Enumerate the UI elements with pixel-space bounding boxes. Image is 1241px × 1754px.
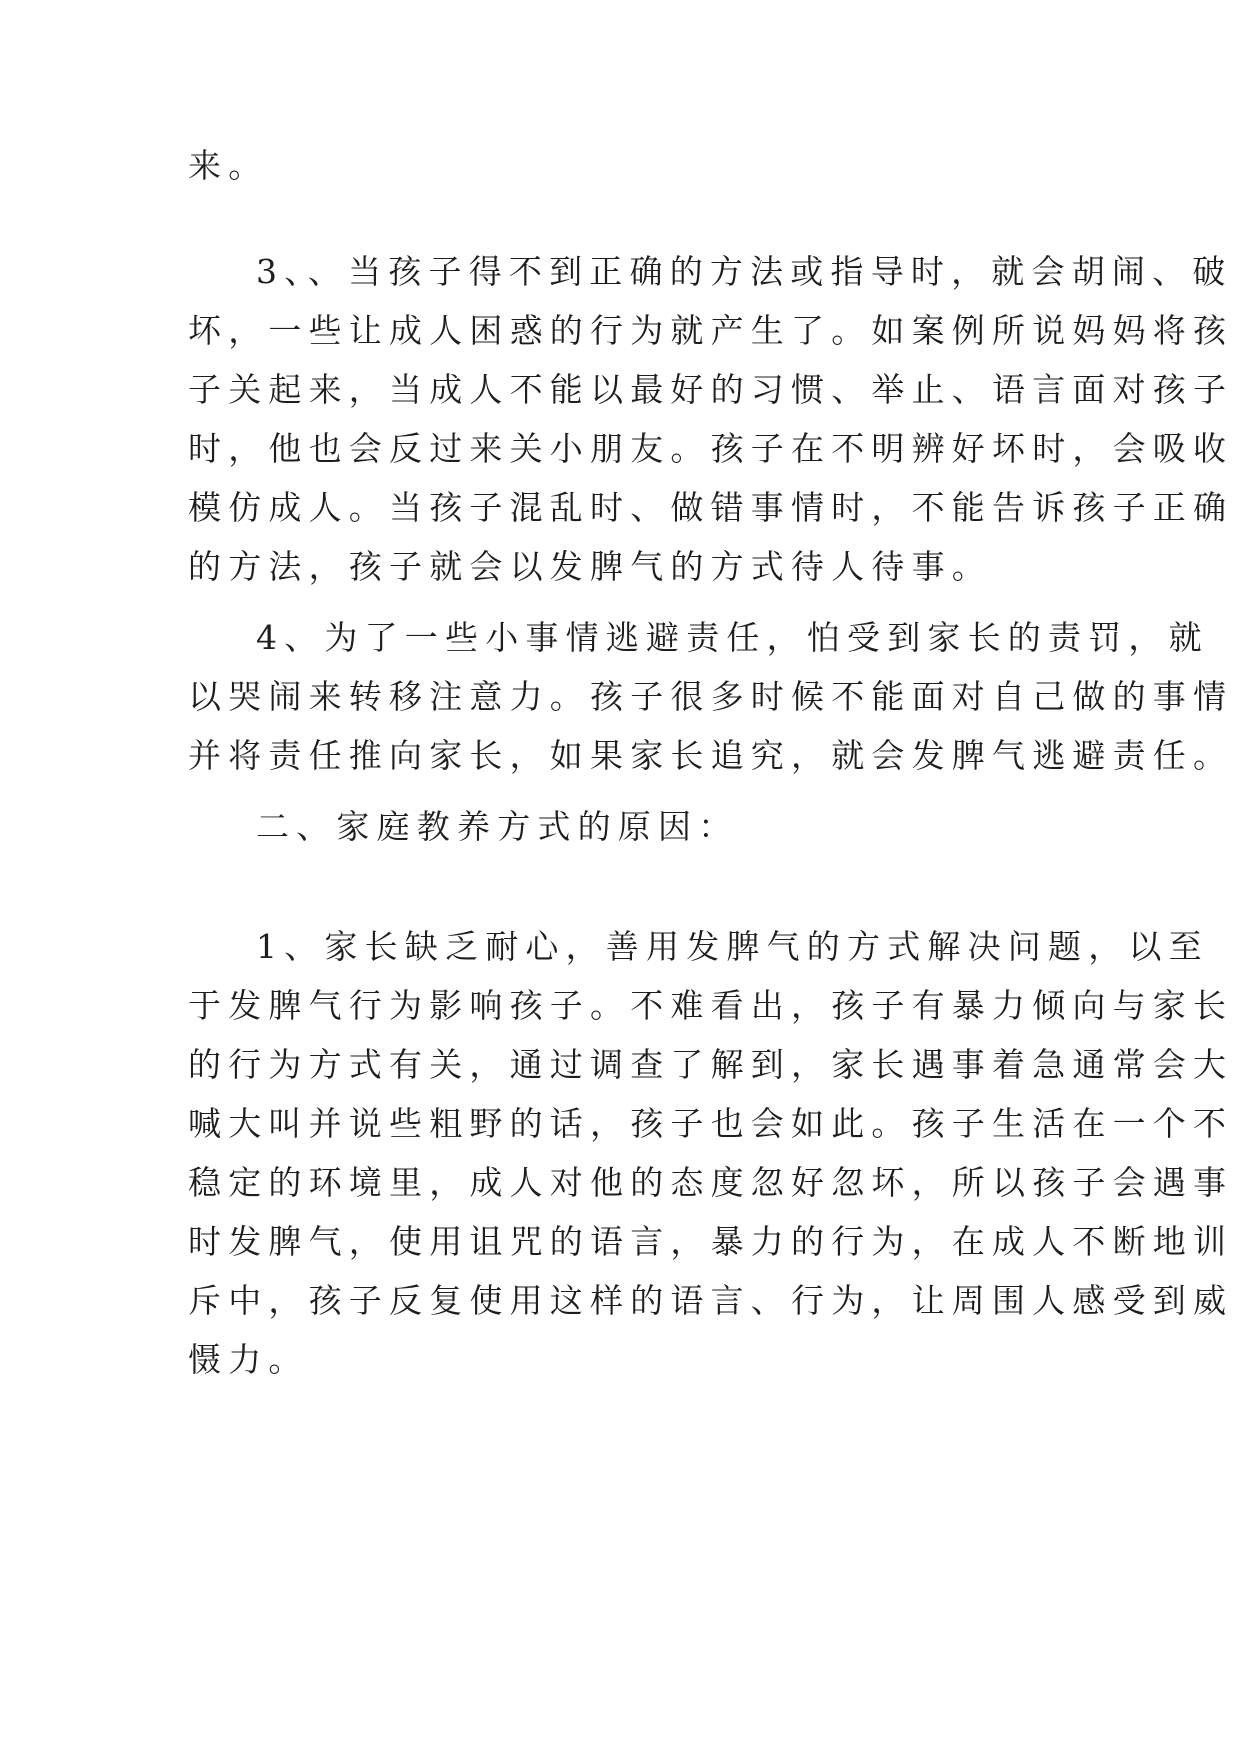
continuation-text [188,136,1068,195]
heading-line: 二、家庭教养方式的原因： [256,807,739,846]
text-line: 模仿成人。当孩子混乱时、做错事情时，不能告诉孩子正确 [188,488,1234,527]
text-line: 3、、当孩子得不到正确的方法或指导时，就会胡闹、破 [256,252,1233,291]
text-line: 1、家长缺乏耐心，善用发脾气的方式解决问题，以至 [256,927,1209,966]
text-line: 4、为了一些小事情逃避责任，怕受到家长的责罚，就 [256,618,1209,657]
text-line: 坏，一些让成人困惑的行为就产生了。如案例所说妈妈将孩 [188,311,1234,350]
text-line: 的行为方式有关，通过调查了解到，家长遇事着急通常会大 [188,1045,1234,1084]
paragraph-1 [188,917,1234,1389]
text-line: 斥中，孩子反复使用这样的语言、行为，让周围人感受到威 [188,1281,1234,1320]
text-line: 的方法，孩子就会以发脾气的方式待人待事。 [188,547,992,586]
text-line: 于发脾气行为影响孩子。不难看出，孩子有暴力倾向与家长 [188,986,1234,1025]
text-line: 时，他也会反过来关小朋友。孩子在不明辨好坏时，会吸收 [188,429,1234,468]
text-line: 慑力。 [188,1340,309,1379]
paragraph-4 [188,608,1234,785]
text-line: 并将责任推向家长，如果家长追究，就会发脾气逃避责任。 [188,736,1234,775]
text-line: 子关起来，当成人不能以最好的习惯、举止、语言面对孩子 [188,370,1234,409]
text-line: 喊大叫并说些粗野的话，孩子也会如此。孩子生活在一个不 [188,1104,1234,1143]
text-line: 时发脾气，使用诅咒的语言，暴力的行为，在成人不断地训 [188,1222,1234,1261]
text-line: 以哭闹来转移注意力。孩子很多时候不能面对自己做的事情 [188,677,1234,716]
text-line: 来。 [188,146,269,185]
section-heading [188,797,1068,856]
paragraph-3 [188,242,1234,596]
text-line: 稳定的环境里，成人对他的态度忽好忽坏，所以孩子会遇事 [188,1163,1234,1202]
